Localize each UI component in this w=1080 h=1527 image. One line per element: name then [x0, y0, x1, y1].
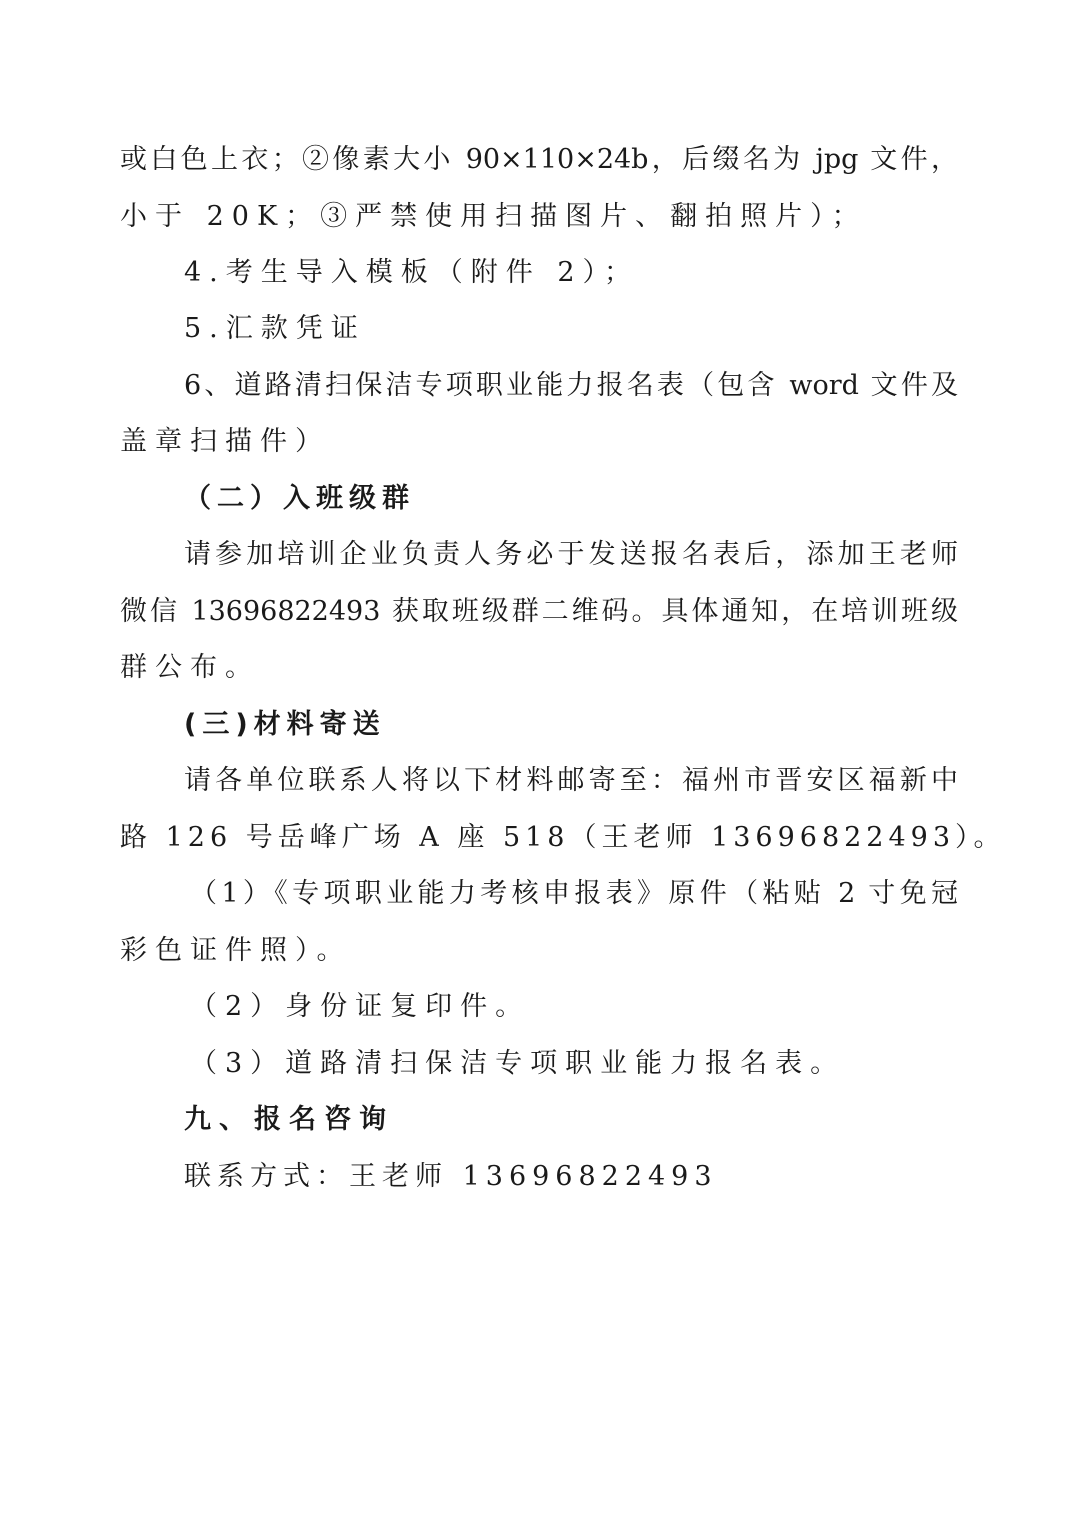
- paragraph-line: 微信 13696822493 获取班级群二维码。具体通知，在培训班级: [120, 596, 958, 627]
- list-item: （1）《专项职业能力考核申报表》原件（粘贴 2 寸免冠: [190, 878, 958, 909]
- paragraph-line: 请各单位联系人将以下材料邮寄至：福州市晋安区福新中: [184, 765, 958, 796]
- paragraph-line: 路 126 号岳峰广场 A 座 518（王老师 13696822493）。: [120, 822, 1006, 853]
- section-heading: （二）入班级群: [184, 483, 415, 514]
- list-item: 6、道路清扫保洁专项职业能力报名表（包含 word 文件及: [184, 370, 958, 401]
- contact-line: 联系方式：王老师 13696822493: [184, 1161, 718, 1192]
- list-item: 5.汇款凭证: [184, 313, 366, 344]
- section-heading: (三)材料寄送: [184, 709, 386, 740]
- paragraph-line: 请参加培训企业负责人务必于发送报名表后，添加王老师: [184, 539, 958, 570]
- list-item: （2）身份证复印件。: [190, 991, 531, 1022]
- paragraph-line: 或白色上衣；②像素大小 90×110×24b，后缀名为 jpg 文件，: [120, 144, 958, 175]
- paragraph-line: 小于 20K；③严禁使用扫描图片、翻拍照片）；: [120, 201, 867, 232]
- paragraph-line: 盖章扫描件）: [120, 426, 330, 457]
- paragraph-line: 彩色证件照）。: [120, 935, 352, 966]
- paragraph-line: 群公布。: [120, 652, 260, 683]
- section-heading: 九、报名咨询: [184, 1104, 394, 1135]
- list-item: 4.考生导入模板（附件 2）；: [184, 257, 640, 288]
- list-item: （3）道路清扫保洁专项职业能力报名表。: [190, 1048, 846, 1079]
